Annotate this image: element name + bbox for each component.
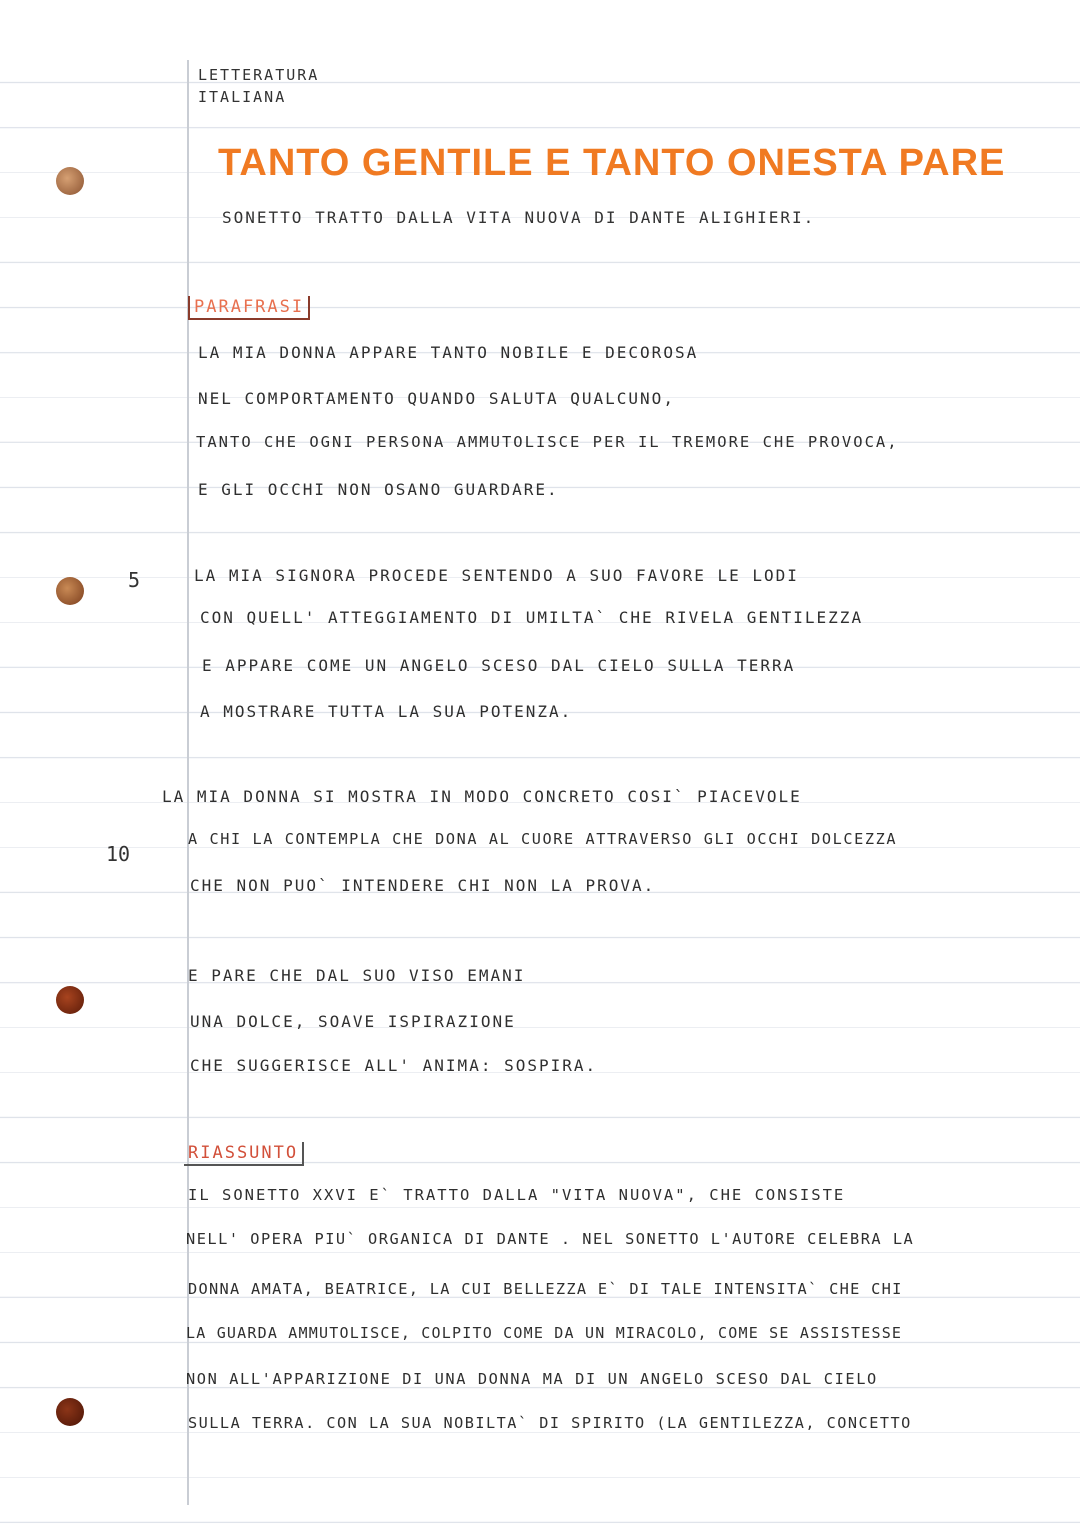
text-line: CHE NON PUO` INTENDERE CHI NON LA PROVA. xyxy=(190,876,656,895)
text-line: A CHI LA CONTEMPLA CHE DONA AL CUORE ATTRAVERSO GLI OCCHI DOLCEZZA xyxy=(188,830,898,848)
subject-line: LETTERATURA xyxy=(198,66,320,84)
verse-number: 10 xyxy=(106,842,131,866)
text-line: IL SONETTO XXVI E` TRATTO DALLA "VITA NUOVA", CHE CONSISTE xyxy=(188,1186,846,1204)
binder-hole xyxy=(56,577,84,605)
text-line: NEL COMPORTAMENTO QUANDO SALUTA QUALCUNO, xyxy=(198,389,675,408)
subject-line: ITALIANA xyxy=(198,88,287,106)
section-label-riassunto: RIASSUNTO xyxy=(184,1142,304,1166)
text-line: DONNA AMATA, BEATRICE, LA CUI BELLEZZA E` DI TALE INTENSITA` CHE CHI xyxy=(188,1280,903,1298)
text-line: TANTO CHE OGNI PERSONA AMMUTOLISCE PER IL TREMORE CHE PROVOCA, xyxy=(196,433,899,451)
subject-heading xyxy=(198,64,319,108)
binder-hole xyxy=(56,167,84,195)
text-line: E PARE CHE DAL SUO VISO EMANI xyxy=(188,966,526,985)
verse-number: 5 xyxy=(128,568,141,592)
text-line: E GLI OCCHI NON OSANO GUARDARE. xyxy=(198,480,559,499)
text-line: NON ALL'APPARIZIONE DI UNA DONNA MA DI UN ANGELO SCESO DAL CIELO xyxy=(186,1370,878,1388)
text-line: CON QUELL' ATTEGGIAMENTO DI UMILTA` CHE RIVELA GENTILEZZA xyxy=(200,608,864,627)
page-title: TANTO GENTILE E TANTO ONESTA PARE xyxy=(218,142,1006,184)
text-line: A MOSTRARE TUTTA LA SUA POTENZA. xyxy=(200,702,573,721)
text-line: LA GUARDA AMMUTOLISCE, COLPITO COME DA UN MIRACOLO, COME SE ASSISTESSE xyxy=(186,1324,903,1342)
text-line: E APPARE COME UN ANGELO SCESO DAL CIELO SULLA TERRA xyxy=(202,656,796,675)
text-line: NELL' OPERA PIU` ORGANICA DI DANTE . NEL SONETTO L'AUTORE CELEBRA LA xyxy=(186,1230,915,1248)
binder-hole xyxy=(56,986,84,1014)
text-line: LA MIA DONNA SI MOSTRA IN MODO CONCRETO COSI` PIACEVOLE xyxy=(162,787,802,806)
text-line: LA MIA SIGNORA PROCEDE SENTENDO A SUO FAVORE LE LODI xyxy=(194,566,799,585)
text-line: UNA DOLCE, SOAVE ISPIRAZIONE xyxy=(190,1012,516,1031)
page-subtitle: SONETTO TRATTO DALLA VITA NUOVA DI DANTE ALIGHIERI. xyxy=(222,208,816,227)
text-line: SULLA TERRA. CON LA SUA NOBILTA` DI SPIRITO (LA GENTILEZZA, CONCETTO xyxy=(188,1414,912,1432)
text-line: CHE SUGGERISCE ALL' ANIMA: SOSPIRA. xyxy=(190,1056,598,1075)
section-label-parafrasi: PARAFRASI xyxy=(188,296,310,320)
binder-hole xyxy=(56,1398,84,1426)
text-line: LA MIA DONNA APPARE TANTO NOBILE E DECOROSA xyxy=(198,343,699,362)
